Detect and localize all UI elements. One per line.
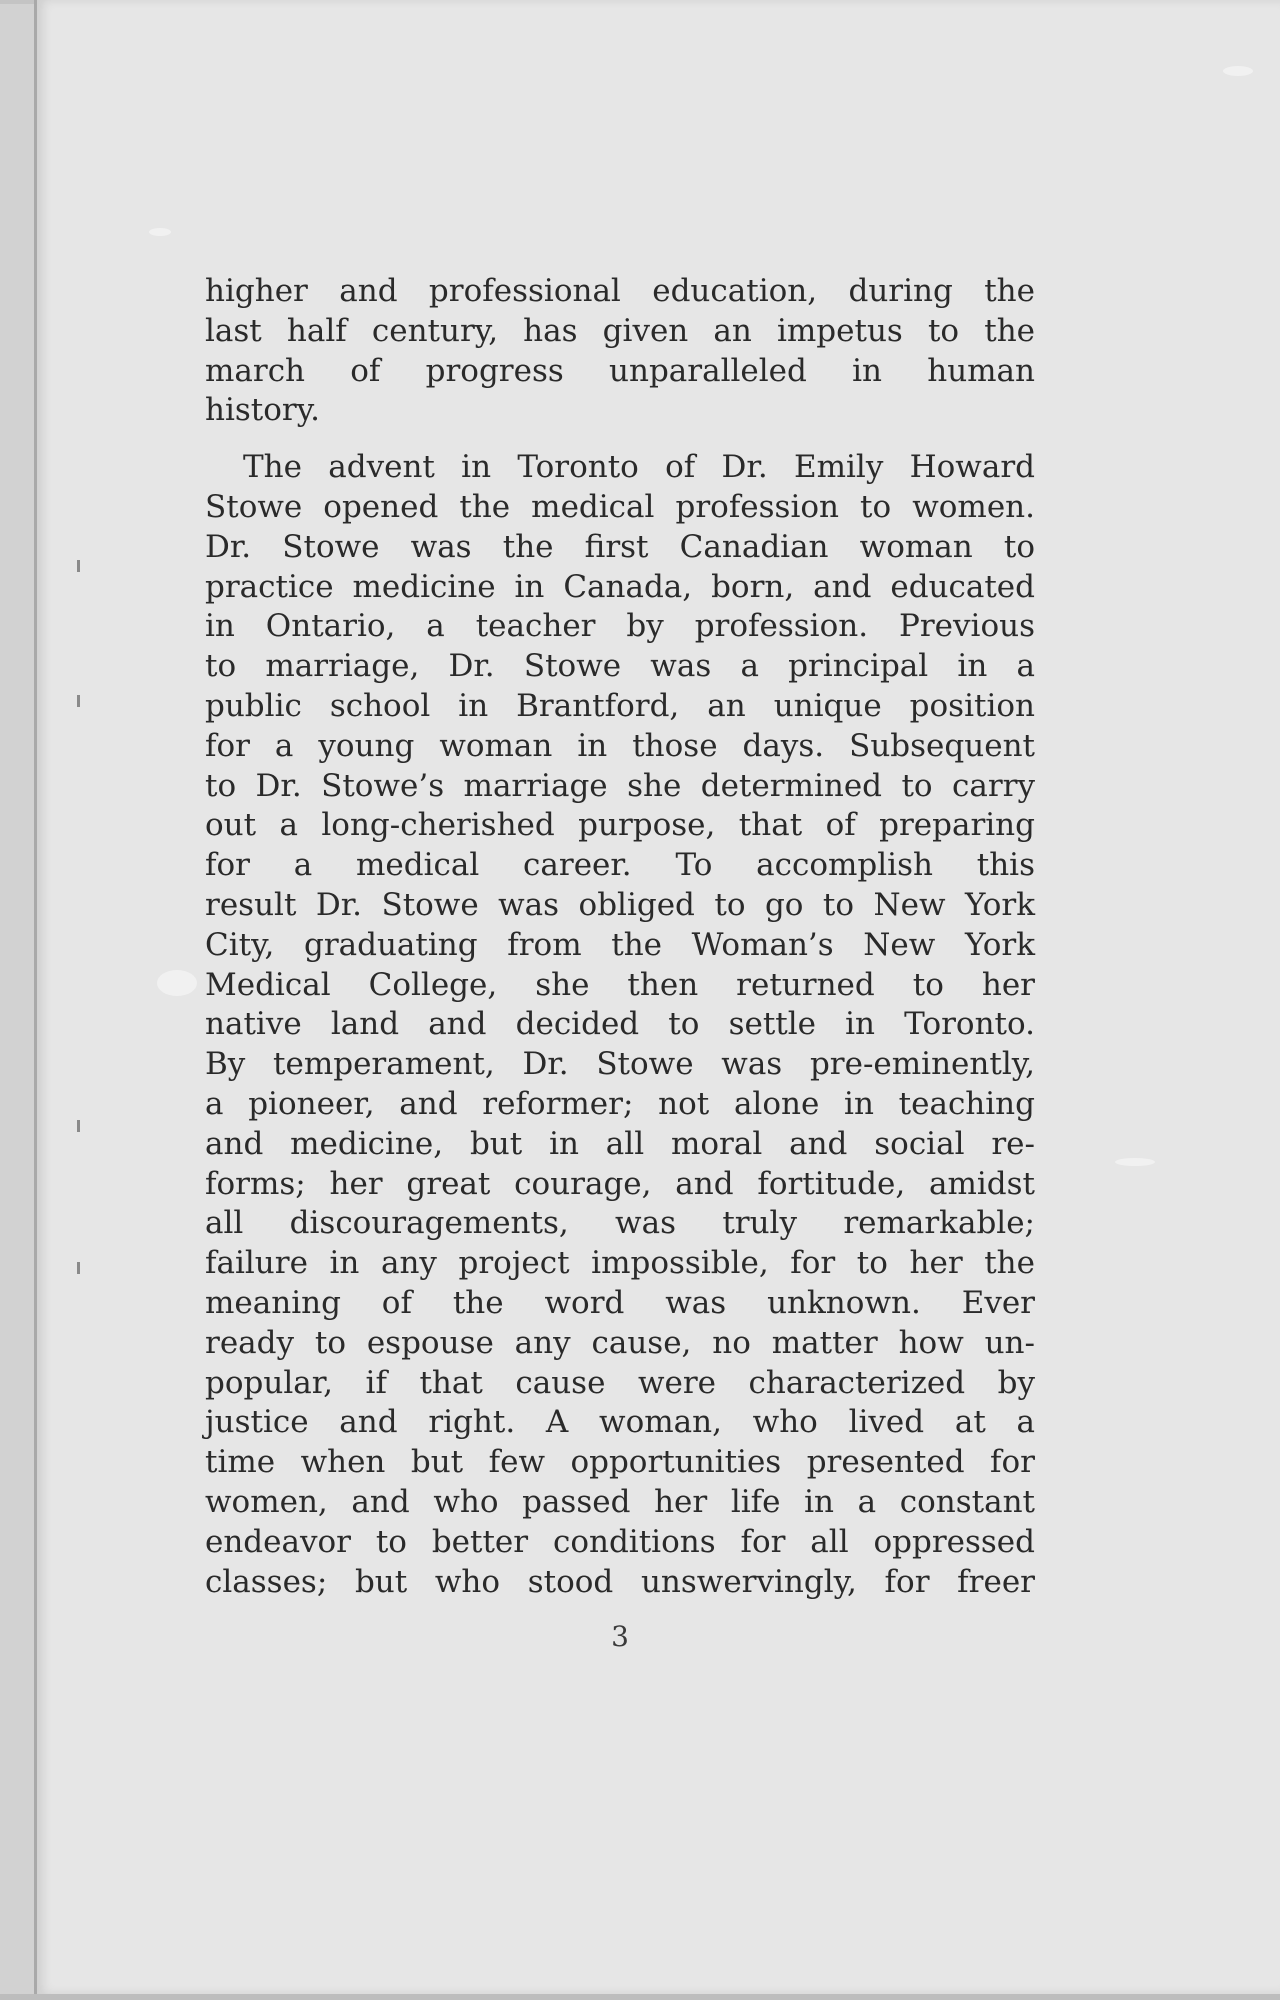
text-line: The advent in Toronto of Dr. Emily Howard xyxy=(243,449,1035,486)
text-line: to marriage, Dr. Stowe was a principal in a xyxy=(205,648,1035,685)
text-line: native land and decided to settle in Toronto. xyxy=(205,1006,1035,1043)
text-line: meaning of the word was unknown. Ever xyxy=(205,1284,1035,1321)
text-line: practice medicine in Canada, born, and educated xyxy=(205,568,1035,605)
text-line: in Ontario, a teacher by profession. Previous xyxy=(205,608,1035,645)
text-line: Dr. Stowe was the first Canadian woman to xyxy=(205,528,1035,565)
text-line: ready to espouse any cause, no matter how un- xyxy=(205,1324,1035,1361)
text-line: City, graduating from the Woman’s New York xyxy=(205,926,1035,963)
text-line: to Dr. Stowe’s marriage she determined to carry xyxy=(205,767,1035,804)
page-number: 3 xyxy=(611,1620,629,1653)
text-line: failure in any project impossible, for to her the xyxy=(205,1245,1035,1282)
body-text xyxy=(205,272,1035,1602)
text-line: time when but few opportunities presented for xyxy=(205,1444,1035,1481)
text-line: and medicine, but in all moral and social re- xyxy=(205,1125,1035,1162)
text-line: for a young woman in those days. Subsequent xyxy=(205,727,1035,764)
text-line: result Dr. Stowe was obliged to go to New York xyxy=(205,886,1035,923)
paragraph-2 xyxy=(205,448,1035,1602)
text-line: history. xyxy=(205,392,320,429)
paper-speck xyxy=(149,228,171,236)
gutter-mark xyxy=(77,1120,80,1132)
gutter-mark xyxy=(77,1262,80,1274)
gutter-mark xyxy=(77,560,80,572)
text-line: a pioneer, and reformer; not alone in teaching xyxy=(205,1085,1035,1122)
text-line: justice and right. A woman, who lived at a xyxy=(205,1404,1035,1441)
page-bottom-edge xyxy=(0,1994,1280,2000)
text-line: last half century, has given an impetus to the xyxy=(205,312,1035,349)
text-line: forms; her great courage, and fortitude, amidst xyxy=(205,1165,1035,1202)
paper-speck xyxy=(1223,66,1253,76)
text-line: classes; but who stood unswervingly, for freer xyxy=(205,1563,1035,1600)
text-line: out a long-cherished purpose, that of preparing xyxy=(205,807,1035,844)
paragraph-1 xyxy=(205,272,1035,431)
text-line: Stowe opened the medical profession to women. xyxy=(205,488,1035,525)
text-line: women, and who passed her life in a constant xyxy=(205,1483,1035,1520)
text-line: public school in Brantford, an unique position xyxy=(205,687,1035,724)
text-line: By temperament, Dr. Stowe was pre-eminently, xyxy=(205,1046,1035,1083)
text-line: Medical College, she then returned to her xyxy=(205,966,1035,1003)
paper-speck xyxy=(1115,1158,1155,1166)
gutter-mark xyxy=(77,695,80,707)
text-line: march of progress unparalleled in human xyxy=(205,352,1035,389)
text-line: popular, if that cause were characterized by xyxy=(205,1364,1035,1401)
text-line: higher and professional education, during the xyxy=(205,273,1035,309)
text-line: for a medical career. To accomplish this xyxy=(205,847,1035,884)
paper-speck xyxy=(157,970,197,996)
text-line: endeavor to better conditions for all oppressed xyxy=(205,1523,1035,1560)
text-line: all discouragements, was truly remarkable; xyxy=(205,1205,1035,1242)
